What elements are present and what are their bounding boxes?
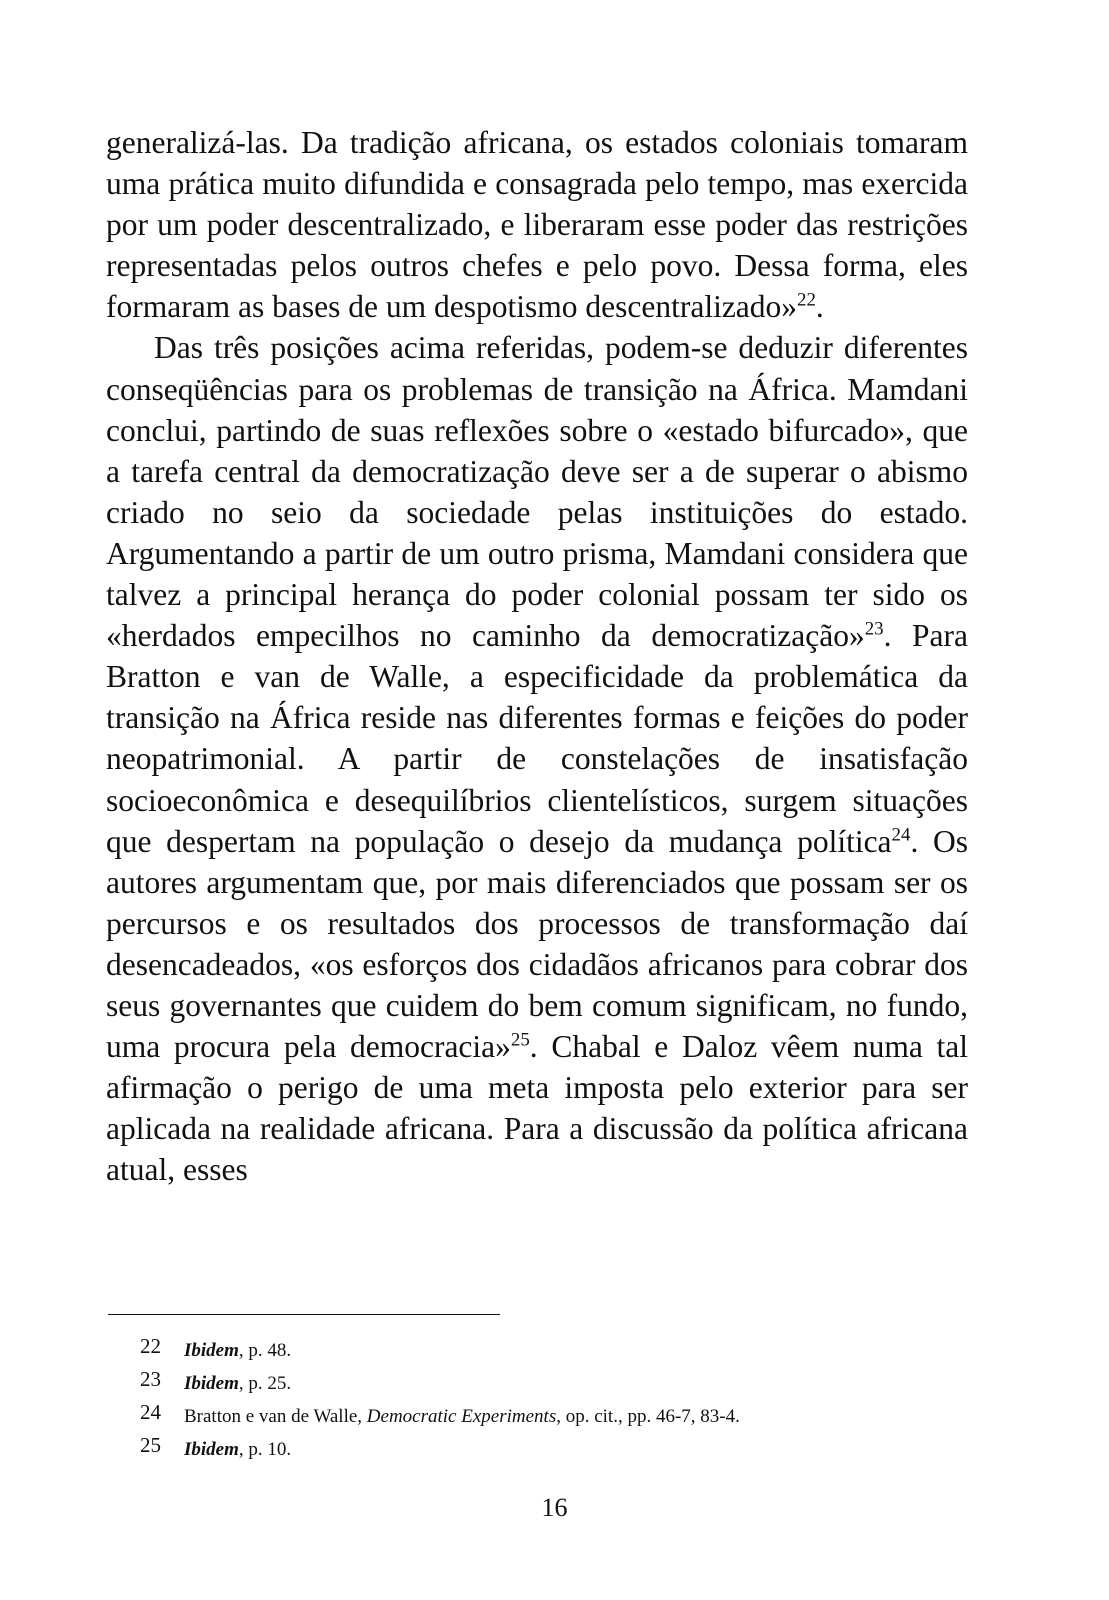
footnote-number: 24: [140, 1400, 161, 1424]
footnote-ibidem: Ibidem: [184, 1373, 239, 1394]
body-text: [106, 122, 968, 1190]
footnotes: [140, 1332, 970, 1464]
footnote-detail: , p. 10.: [238, 1439, 292, 1460]
paragraph-text: . Os autores argumentam que, por mais diferenciados que possam ser os percursos e os resultados dos processos de transformação daí desencadeados, «os esforços dos cidadãos africanos para cobrar dos seus governantes que cuidem do bem comum significam, no fundo, uma procura pela democracia»: [106, 823, 968, 1065]
footnote-ref-22[interactable]: 22: [797, 289, 816, 311]
footnote-authors: Bratton e van de Walle,: [184, 1406, 367, 1427]
footnote-text: [184, 1373, 291, 1394]
footnote-ibidem: Ibidem: [184, 1340, 239, 1361]
footnote: [140, 1332, 970, 1365]
footnote-text: [184, 1406, 740, 1427]
paragraph-continued: [106, 122, 968, 327]
page-number: 16: [541, 1493, 568, 1522]
paragraph-text: . Para Bratton e van de Walle, a especificidade da problemática da transição na África reside nas diferentes formas e feições do poder neopatrimonial. A partir de constelações de insatisfação socioeconômica e desequilíbrios clientelísticos, surgem situações que despertam na população o desejo da mudança política: [106, 618, 968, 859]
footnote-text: [184, 1439, 291, 1460]
footnote-detail: , p. 48.: [238, 1340, 292, 1361]
footnote-number: 22: [140, 1334, 161, 1358]
footnote-ref-23[interactable]: 23: [864, 618, 884, 640]
footnote-detail: , p. 25.: [238, 1373, 292, 1394]
footnote-ibidem: Ibidem: [184, 1439, 239, 1460]
paragraph-text: .: [815, 289, 824, 325]
footnote-text: [184, 1340, 291, 1361]
paragraph-text: Das três posições acima referidas, podem-se deduzir diferentes conseqüências para os problemas de transição na África. Mamdani conclui, partindo de suas reflexões sobre o «estado bifurcado», que a tarefa central da democratização deve ser a de superar o abismo criado no seio da sociedade pelas instituições do estado. Argumentando a partir de um outro prisma, Mamdani considera que talvez a principal herança do poder colonial possam ter sido os «herdados empecilhos no caminho da democratização»: [106, 330, 968, 654]
footnote: [140, 1365, 970, 1398]
footnote-number: 25: [140, 1433, 161, 1457]
footnote-book-title: Democratic Experiments: [366, 1406, 557, 1427]
footnote-ref-24[interactable]: 24: [891, 823, 911, 845]
footnote: [140, 1431, 970, 1464]
footnote-divider: [108, 1314, 500, 1315]
paragraph-text: . Chabal e Daloz vêem numa tal afirmação o perigo de uma meta imposta pelo exterior para ser aplicada na realidade africana. Para a discussão da política africana atual, esses: [106, 1029, 968, 1188]
footnote-detail: , op. cit., pp. 46-7, 83-4.: [556, 1406, 740, 1427]
paragraph-text: generalizá-las. Da tradição africana, os estados coloniais tomaram uma prática muito difundida e consagrada pelo tempo, mas exercida por um poder descentralizado, e liberaram esse poder das restrições representadas pelos outros chefes e pelo povo. Dessa forma, eles formaram as bases de um despotismo descentralizado»: [106, 125, 968, 325]
footnote-number: 23: [140, 1367, 161, 1391]
footnote-ref-25[interactable]: 25: [510, 1029, 530, 1051]
footnote: [140, 1398, 970, 1431]
paragraph: [106, 327, 968, 1190]
